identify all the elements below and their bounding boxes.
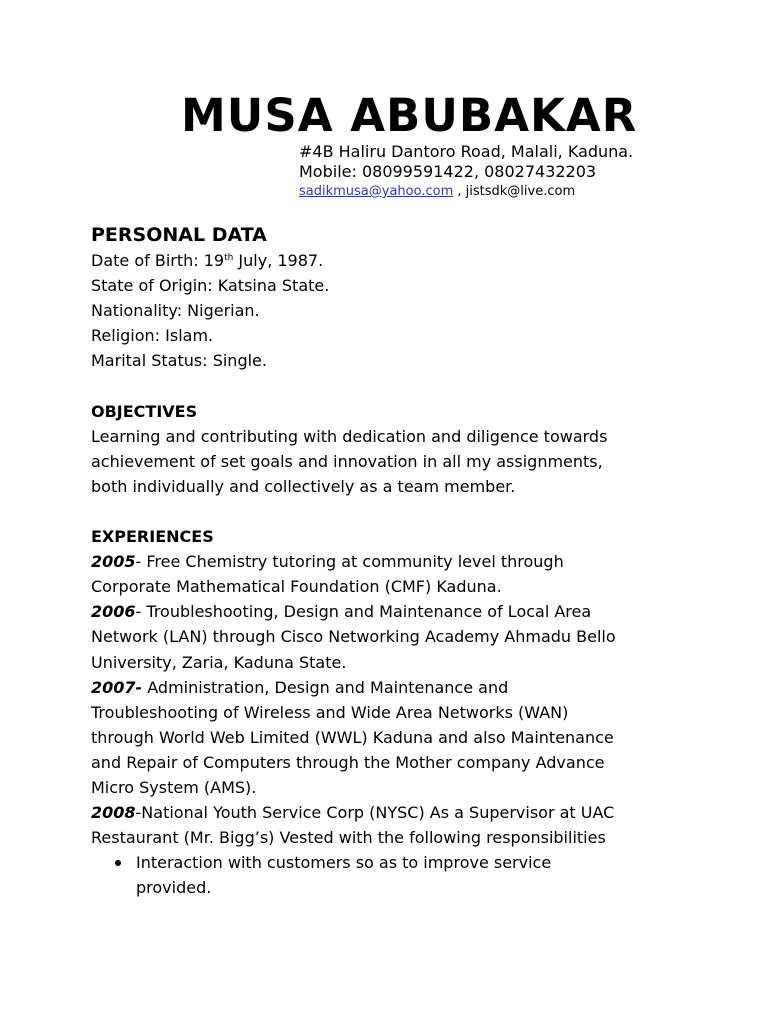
dob-superscript: th (224, 253, 234, 263)
dob-line: Date of Birth: 19th July, 1987. (91, 251, 324, 270)
experience-item: 2007- Administration, Design and Maintenance and Troubleshooting of Wireless and Wide Area Networks (WAN) through World Web Limited (WWL) Kaduna and also Maintenance and Repair of Computers through the Mother company Advance Micro System (AMS). (91, 675, 691, 800)
experience-item: 2005- Free Chemistry tutoring at community level through Corporate Mathematical Foundation (CMF) Kaduna. (91, 549, 691, 599)
address-line: #4B Haliru Dantoro Road, Malali, Kaduna. (299, 142, 634, 161)
nationality-line: Nationality: Nigerian. (91, 301, 260, 321)
experience-line: Corporate Mathematical Foundation (CMF) Kaduna. (91, 577, 502, 597)
resume-body (91, 222, 691, 900)
email-line (299, 183, 633, 200)
section-title-experiences: EXPERIENCES (91, 527, 214, 547)
experience-line: Network (LAN) through Cisco Networking Academy Ahmadu Bello (91, 627, 616, 647)
contact-block (299, 142, 633, 200)
experience-line: and Repair of Computers through the Mother company Advance (91, 752, 605, 772)
experience-line: Troubleshooting of Wireless and Wide Area Networks (WAN) (91, 702, 569, 722)
section-title-personal-data: PERSONAL DATA (91, 224, 267, 246)
experience-year: 2007- (91, 677, 143, 697)
section-title-objectives: OBJECTIVES (91, 401, 198, 421)
experience-year: 2008 (91, 803, 136, 823)
experience-item: 2006- Troubleshooting, Design and Maintenance of Local Area Network (LAN) through Cisco Networking Academy Ahmadu Bello University, Zaria, Kaduna State. (91, 599, 691, 674)
experience-item: 2008-National Youth Service Corp (NYSC) As a Supervisor at UAC Restaurant (Mr. Bigg’s) Vested with the following responsibilities (91, 800, 691, 850)
responsibility-list (91, 850, 691, 900)
email-secondary: jistsdk@live.com (465, 184, 576, 199)
religion-line: Religion: Islam. (91, 326, 214, 346)
marital-status-line: Marital Status: Single. (91, 351, 267, 371)
bullet-icon (115, 860, 121, 866)
mobile-line: Mobile: 08099591422, 08027432203 (299, 162, 597, 181)
experience-year: 2006 (91, 602, 136, 622)
email-separator: , (453, 184, 466, 199)
objectives-line: achievement of set goals and innovation in all my assignments, (91, 451, 603, 471)
experience-line: through World Web Limited (WWL) Kaduna and also Maintenance (91, 727, 614, 747)
objectives-line: Learning and contributing with dedication and diligence towards (91, 426, 608, 446)
experience-year: 2005 (91, 552, 136, 572)
state-of-origin-line: State of Origin: Katsina State. (91, 276, 330, 296)
objectives-line: both individually and collectively as a team member. (91, 476, 516, 496)
experience-line: Restaurant (Mr. Bigg’s) Vested with the following responsibilities (91, 828, 606, 848)
list-item: Interaction with customers so as to improve service provided. (136, 850, 616, 900)
experience-line: University, Zaria, Kaduna State. (91, 652, 347, 672)
applicant-name: MUSA ABUBAKAR (181, 89, 638, 142)
email-link-primary[interactable]: sadikmusa@yahoo.com (299, 184, 454, 199)
experience-line: Micro System (AMS). (91, 777, 257, 797)
